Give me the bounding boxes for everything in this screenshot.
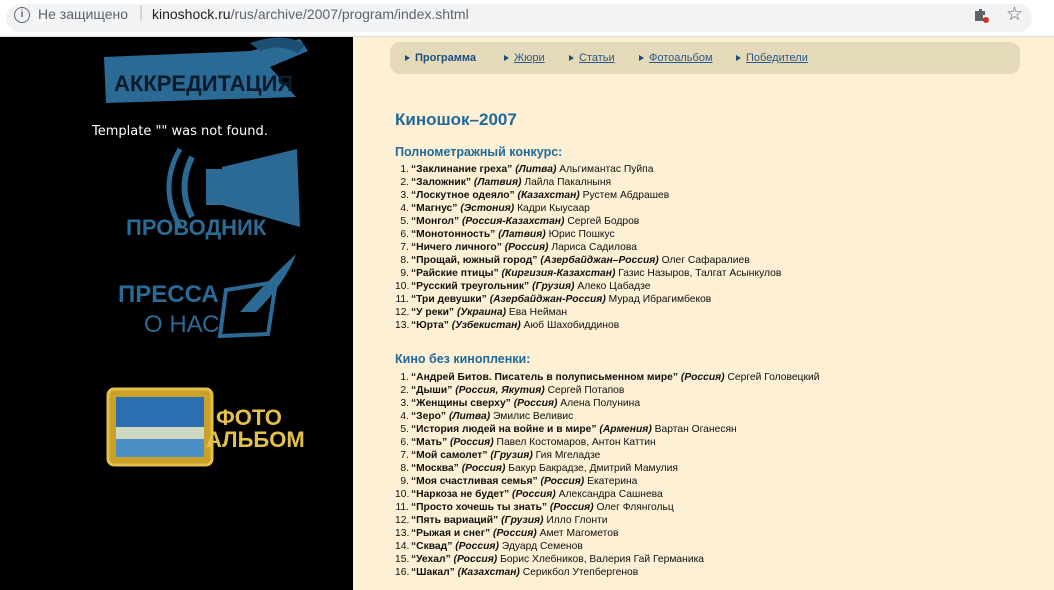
film-title: “Просто хочешь ты знать”: [411, 502, 548, 513]
item-number: 16.: [395, 567, 410, 578]
film-country: (Грузия): [490, 450, 533, 461]
list-item: [395, 436, 819, 449]
film-country: (Литва): [515, 164, 557, 175]
film-country: (Грузия): [532, 281, 575, 292]
film-country: (Россия): [504, 242, 549, 253]
item-number: 10.: [395, 281, 410, 292]
film-country: (Россия): [453, 554, 498, 565]
item-number: 13.: [395, 320, 410, 331]
item-number: 3.: [400, 398, 409, 409]
photo-text-line1: ФОТО: [216, 405, 282, 430]
nav-item-photo-album[interactable]: Фотоальбом: [649, 52, 713, 64]
film-title: “Пять вариаций”: [411, 515, 499, 526]
film-director: Екатерина: [587, 476, 638, 487]
list-item: [395, 163, 781, 176]
main-content: [353, 37, 1054, 590]
nav-item-program[interactable]: Программа: [415, 52, 477, 64]
list-item: [395, 540, 819, 553]
film-director: Алеко Цабадзе: [577, 281, 651, 292]
digital-film-list: [395, 371, 819, 579]
item-number: 5.: [400, 216, 409, 227]
film-director: Альгимантас Пуйпа: [559, 164, 654, 175]
url-separator: |: [139, 4, 144, 21]
puzzle-extension-icon[interactable]: [973, 7, 989, 23]
film-country: (Россия): [540, 476, 585, 487]
film-country: (Казахстан): [517, 190, 580, 201]
list-item: [395, 488, 819, 501]
film-title: “Прощай, южный город”: [411, 255, 538, 266]
film-director: Ева Нейман: [508, 307, 568, 318]
film-country: (Украина): [456, 307, 506, 318]
nav-item-articles[interactable]: Статьи: [579, 52, 615, 64]
film-country: (Казахстан): [457, 567, 520, 578]
nav-item-winners[interactable]: Победители: [746, 52, 808, 64]
film-country: (Россия): [680, 372, 725, 383]
section-heading-feature: Полнометражный конкурс:: [395, 145, 563, 159]
list-item: [395, 228, 781, 241]
film-country: (Россия): [549, 502, 594, 513]
film-title: “Юрта”: [411, 320, 449, 331]
list-item: [395, 176, 781, 189]
info-icon[interactable]: i: [14, 7, 30, 23]
film-title: “Ничего личного”: [411, 242, 502, 253]
item-number: 11.: [395, 294, 409, 305]
feature-film-list: [395, 163, 781, 332]
film-country: (Россия-Казахстан): [462, 216, 565, 227]
accreditation-banner[interactable]: [100, 37, 310, 107]
item-number: 7.: [400, 450, 409, 461]
item-number: 3.: [400, 190, 409, 201]
film-country: (Азербайджан-Россия): [489, 294, 606, 305]
film-title: “Моя счастливая семья”: [411, 476, 538, 487]
security-label[interactable]: Не защищено: [38, 6, 128, 22]
film-title: “Москва”: [411, 463, 459, 474]
film-country: (Россия, Якутия): [455, 385, 545, 396]
item-number: 14.: [395, 541, 410, 552]
film-title: “Монотонность”: [411, 229, 496, 240]
film-country: (Россия): [513, 398, 558, 409]
item-number: 2.: [400, 177, 409, 188]
film-country: (Литва): [448, 411, 491, 422]
press-text-line1: ПРЕССА: [118, 281, 219, 308]
item-number: 4.: [400, 411, 409, 422]
film-director: Амет Магометов: [539, 528, 619, 539]
item-number: 2.: [400, 385, 409, 396]
film-director: Кадри Кыусаар: [517, 203, 590, 214]
list-item: [395, 423, 819, 436]
list-item: [395, 254, 781, 267]
accreditation-text: АККРЕДИТАЦИЯ: [114, 71, 294, 96]
item-number: 1.: [400, 372, 409, 383]
film-director: Юрис Пошкус: [548, 229, 615, 240]
film-director: Серикбол Утепбергенов: [522, 567, 639, 578]
film-country: (Россия): [449, 437, 494, 448]
item-number: 1.: [400, 164, 409, 175]
list-item: [395, 215, 781, 228]
item-number: 9.: [400, 476, 409, 487]
film-director: Газис Назыров, Талгат Асынкулов: [618, 268, 782, 279]
list-item: [395, 319, 781, 332]
list-item: [395, 553, 819, 566]
film-title: “Зеро”: [411, 411, 447, 422]
film-director: Гия Мгеладзе: [535, 450, 601, 461]
film-director: Сергей Потапов: [547, 385, 625, 396]
item-number: 12.: [395, 307, 410, 318]
film-director: Лариса Садилова: [551, 242, 637, 253]
film-director: Александра Сашнева: [558, 489, 663, 500]
sidebar: [0, 37, 353, 590]
list-item: [395, 501, 819, 514]
guide-banner[interactable]: [122, 147, 307, 242]
guide-text: ПРОВОДНИК: [126, 215, 267, 240]
film-director: Борис Хлебников, Валерия Гай Германика: [500, 554, 705, 565]
film-country: (Азербайджан–Россия): [540, 255, 659, 266]
film-title: “История людей на войне и в мире”: [411, 424, 597, 435]
top-nav: [390, 42, 1020, 74]
item-number: 11.: [395, 502, 409, 513]
film-title: “Дыши”: [411, 385, 453, 396]
film-title: “Райские птицы”: [411, 268, 499, 279]
film-country: (Узбекистан): [451, 320, 521, 331]
film-title: “Шакал”: [411, 567, 455, 578]
list-item: [395, 566, 819, 579]
list-item: [395, 267, 781, 280]
list-item: [395, 410, 819, 423]
browser-address-bar: [0, 0, 1054, 37]
film-director: Илло Глонти: [546, 515, 608, 526]
item-number: 7.: [400, 242, 409, 253]
list-item: [395, 384, 819, 397]
film-title: “Женщины сверху”: [411, 398, 511, 409]
list-item: [395, 514, 819, 527]
page-title: Киношок–2007: [395, 110, 517, 129]
list-item: [395, 189, 781, 202]
url-path: /rus/archive/2007/program/index.shtml: [230, 6, 469, 22]
film-title: “Уехал”: [411, 554, 451, 565]
film-country: (Россия): [512, 489, 556, 500]
film-country: (Россия): [493, 528, 537, 539]
item-number: 15.: [395, 554, 410, 565]
film-country: (Киргизия-Казахстан): [501, 268, 616, 279]
list-item: [395, 371, 819, 384]
film-director: Аюб Шахобиддинов: [523, 320, 620, 331]
film-director: Вартан Оганесян: [654, 424, 737, 435]
list-item: [395, 462, 819, 475]
film-country: (Россия): [461, 463, 506, 474]
item-number: 12.: [395, 515, 410, 526]
film-title: “Сквад”: [411, 541, 453, 552]
photo-text-line2: АЛЬБОМ: [206, 427, 305, 452]
film-title: “Рыжая и снег”: [411, 528, 491, 539]
film-director: Лайла Пакалныня: [524, 177, 612, 188]
film-title: “Мать”: [411, 437, 448, 448]
film-director: Сергей Бодров: [567, 216, 640, 227]
film-director: Сергей Головецкий: [727, 372, 820, 383]
film-title: “У реки”: [411, 307, 455, 318]
list-item: [395, 293, 781, 306]
film-country: (Латвия): [498, 229, 546, 240]
item-number: 4.: [400, 203, 409, 214]
film-title: “Андрей Битов. Писатель в полуписьменном мире”: [411, 372, 679, 383]
item-number: 6.: [400, 229, 409, 240]
film-director: Эдуард Семенов: [501, 541, 583, 552]
list-item: [395, 527, 819, 540]
template-error-text: Template "" was not found.: [92, 124, 268, 139]
film-country: (Латвия): [473, 177, 522, 188]
film-country: (Армения): [599, 424, 652, 435]
film-country: (Россия): [455, 541, 499, 552]
nav-item-jury[interactable]: Жюри: [514, 52, 545, 64]
list-item: [395, 449, 819, 462]
bookmark-star-icon[interactable]: ☆: [1006, 4, 1024, 25]
list-item: [395, 475, 819, 488]
film-title: “Три девушки”: [411, 294, 487, 305]
section-heading-digital: Кино без кинопленки:: [395, 352, 531, 366]
url-domain: kinoshock.ru: [152, 6, 231, 22]
item-number: 9.: [400, 268, 409, 279]
film-country: (Грузия): [501, 515, 544, 526]
photo-album-banner[interactable]: [106, 387, 306, 469]
film-director: Бакур Бакрадзе, Дмитрий Мамулия: [508, 463, 678, 474]
film-title: “Заклинание греха”: [411, 164, 513, 175]
film-director: Алена Полунина: [560, 398, 641, 409]
film-title: “Мой самолет”: [411, 450, 488, 461]
film-title: “Магнус”: [411, 203, 458, 214]
press-banner[interactable]: [116, 252, 301, 342]
film-title: “Лоскутное одеяло”: [411, 190, 515, 201]
film-title: “Заложник”: [411, 177, 472, 188]
item-number: 8.: [400, 463, 409, 474]
list-item: [395, 397, 819, 410]
film-director: Олег Флянгольц: [596, 502, 674, 513]
list-item: [395, 280, 781, 293]
item-number: 8.: [400, 255, 409, 266]
url-text[interactable]: [152, 6, 469, 22]
film-director: Эмилис Веливис: [493, 411, 574, 422]
film-director: Павел Костомаров, Антон Каттин: [496, 437, 656, 448]
list-item: [395, 241, 781, 254]
item-number: 5.: [400, 424, 409, 435]
item-number: 13.: [395, 528, 410, 539]
film-title: “Русский треугольник”: [411, 281, 530, 292]
item-number: 10.: [395, 489, 410, 500]
film-director: Рустем Абдрашев: [582, 190, 670, 201]
list-item: [395, 306, 781, 319]
film-director: Олег Сафаралиев: [661, 255, 750, 266]
film-title: “Монгол”: [411, 216, 460, 227]
item-number: 6.: [400, 437, 409, 448]
film-title: “Наркоза не будет”: [411, 489, 510, 500]
list-item: [395, 202, 781, 215]
film-country: (Эстония): [460, 203, 515, 214]
press-text-line2: О НАС: [144, 311, 220, 338]
film-director: Мурад Ибрагимбеков: [608, 294, 712, 305]
